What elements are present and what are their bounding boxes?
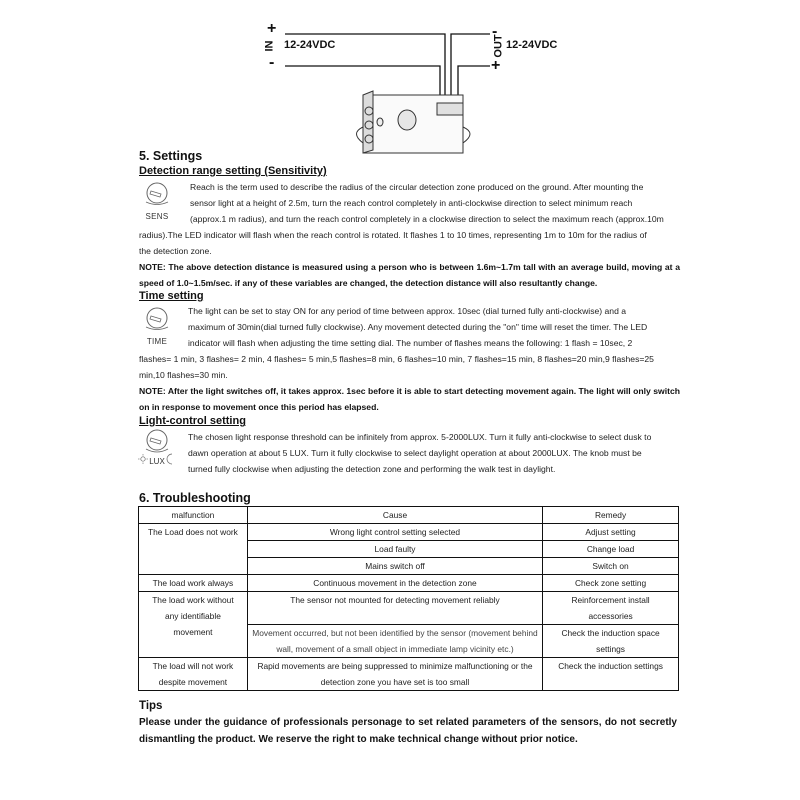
light-para-line-3: turned fully clockwise when adjusting the detection zone and performing the walk test in daylight. xyxy=(188,464,556,474)
header-remedy: Remedy xyxy=(543,507,679,524)
sens-dial-icon xyxy=(142,180,172,210)
detection-para-line-3: (approx.1 m radius), and turn the reach control completely in a clockwise direction to select the maximum reach (approx.10m xyxy=(190,214,664,224)
sens-dial xyxy=(137,180,177,221)
in-label: IN xyxy=(263,40,276,52)
table-row xyxy=(139,575,679,592)
tips-title: Tips xyxy=(139,700,163,712)
header-malfunction: malfunction xyxy=(139,507,248,524)
tips-text: Please under the guidance of professionals personage to set related parameters of the sensors, do not secretly dismantling the product. We reserve the right to make technical change without prior notice. xyxy=(139,717,677,745)
troubleshooting-table xyxy=(138,506,679,691)
cause-cell: Mains switch off xyxy=(247,558,542,575)
cause-cell: Rapid movements are being suppressed to minimize malfunctioning or the detection zone you have set is too small xyxy=(247,658,542,691)
time-setting-heading: Time setting xyxy=(139,290,204,302)
time-para-line-5: min,10 flashes=30 min. xyxy=(139,370,228,380)
in-voltage-label: 12-24VDC xyxy=(284,39,336,51)
table-row xyxy=(139,658,679,691)
wiring-diagram xyxy=(255,15,575,160)
time-para-line-1: The light can be set to stay ON for any period of time between approx. 10sec (dial turned fully anti-clockwise) and a xyxy=(188,306,627,316)
in-plus-sign: + xyxy=(267,20,277,37)
sensor-device-illustration xyxy=(255,15,575,160)
remedy-cell: Check zone setting xyxy=(543,575,679,592)
malfunction-cell: The load work without any identifiable movement xyxy=(139,592,248,658)
detection-para-line-4: radius).The LED indicator will flash when the reach control is rotated. It flashes 1 to 10 times, representing 1m to 10m for the radius of xyxy=(139,230,647,240)
sens-label: SENS xyxy=(145,212,169,221)
remedy-cell: Reinforcement install accessories xyxy=(543,592,679,625)
malfunction-cell: The Load does not work xyxy=(139,524,248,575)
light-para-line-2: dawn operation at about 5 LUX. Turn it fully clockwise to select daylight operation at about 2000LUX. The knob must be xyxy=(188,448,642,458)
remedy-cell: Switch on xyxy=(543,558,679,575)
remedy-cell: Adjust setting xyxy=(543,524,679,541)
time-dial-icon xyxy=(142,305,172,335)
header-cause: Cause xyxy=(247,507,542,524)
out-voltage-label: 12-24VDC xyxy=(506,39,558,51)
detection-range-heading: Detection range setting (Sensitivity) xyxy=(139,165,327,177)
time-para-line-3: indicator will flash when adjusting the time setting dial. The number of flashes means the following: 1 flash = 10sec, 2 xyxy=(188,338,633,348)
cause-cell: Movement occurred, but not been identified by the sensor (movement behind wall, movement of a small object in immediate lamp vicinity etc.) xyxy=(247,625,542,658)
lux-dial xyxy=(137,428,177,475)
table-row xyxy=(139,592,679,625)
malfunction-cell: The load will not work despite movement xyxy=(139,658,248,691)
out-label: OUT xyxy=(492,34,505,58)
time-label: TIME xyxy=(146,337,168,346)
in-minus-sign: - xyxy=(269,54,275,71)
light-para-line-1: The chosen light response threshold can be infinitely from approx. 5-2000LUX. Turn it fully anti-clockwise to select dusk to xyxy=(188,432,652,442)
malfunction-cell: The load work always xyxy=(139,575,248,592)
cause-cell: Wrong light control setting selected xyxy=(247,524,542,541)
out-plus-sign: + xyxy=(491,57,501,74)
cause-cell: Load faulty xyxy=(247,541,542,558)
lux-label: LUX xyxy=(149,457,165,466)
settings-title: 5. Settings xyxy=(139,149,203,163)
remedy-cell: Change load xyxy=(543,541,679,558)
troubleshooting-title: 6. Troubleshooting xyxy=(139,491,251,505)
remedy-cell: Check the induction space settings xyxy=(543,625,679,658)
light-control-heading: Light-control setting xyxy=(139,415,246,427)
table-row xyxy=(139,524,679,541)
lux-dial-icon xyxy=(137,428,177,470)
time-dial xyxy=(137,305,177,346)
out-minus-sign: - xyxy=(492,23,498,40)
cause-cell: The sensor not mounted for detecting movement reliably xyxy=(247,592,542,625)
cause-cell: Continuous movement in the detection zone xyxy=(247,575,542,592)
detection-para-line-1: Reach is the term used to describe the radius of the circular detection zone produced on the ground. After mounting the xyxy=(190,182,644,192)
detection-para-line-5: the detection zone. xyxy=(139,246,212,256)
time-note: NOTE: After the light switches off, it takes approx. 1sec before it is able to start detecting movement again. The light will only switch on in response to movement once this period has elapsed. xyxy=(139,386,680,412)
detection-note: NOTE: The above detection distance is measured using a person who is between 1.6m~1.7m tall with an average build, moving at a speed of 1.0~1.5m/sec. if any of these variables are changed, the detection distance will also resultantly change. xyxy=(139,262,680,288)
table-header-row xyxy=(139,507,679,524)
time-para-line-4: flashes= 1 min, 3 flashes= 2 min, 4 flashes= 5 min,5 flashes=8 min, 6 flashes=10 min, 7 flashes=15 min, 8 flashes=20 min,9 flashes=25 xyxy=(139,354,654,364)
time-para-line-2: maximum of 30min(dial turned fully clockwise). Any movement detected during the "on" time will reset the timer. The LED xyxy=(188,322,648,332)
remedy-cell: Check the induction settings xyxy=(543,658,679,691)
detection-para-line-2: sensor light at a height of 2.5m, turn the reach control completely in anti-clockwise direction to select minimum reach xyxy=(190,198,633,208)
